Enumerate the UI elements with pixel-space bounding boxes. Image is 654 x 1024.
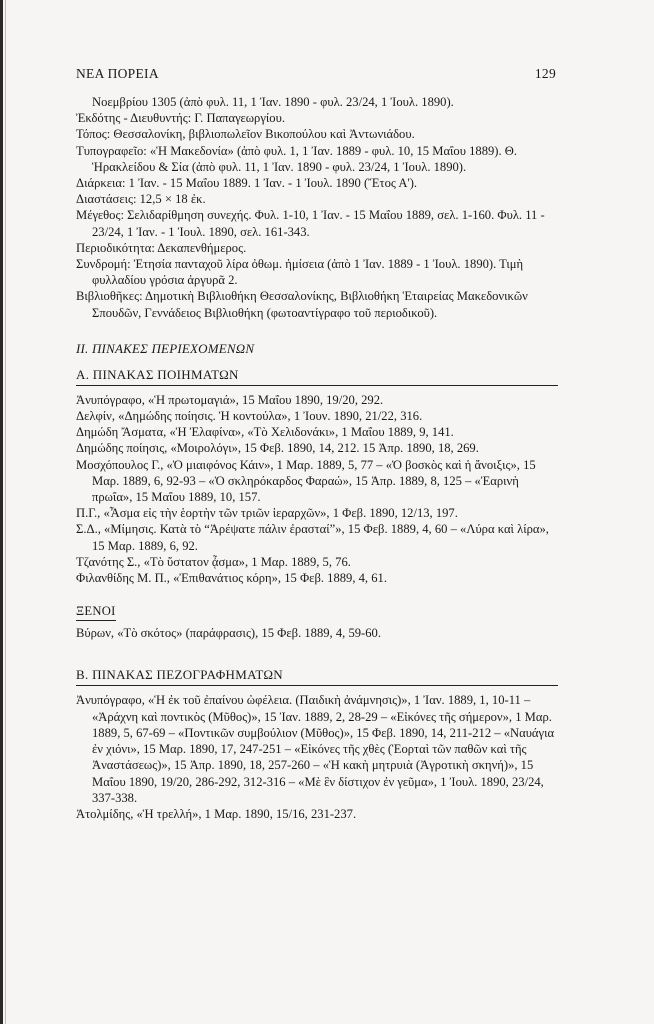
poem-entry: Δελφίν, «Δημώδης ποίησις. Ἡ κοντούλα», 1 Ἰουν. 1890, 21/22, 316. — [76, 409, 423, 424]
prose-entry: Ἀνυπόγραφο, «Ἡ ἐκ τοῦ ἐπαίνου ὠφέλεια. (Παιδικὴ ἀνάμνησις)», 1 Ἰαν. 1889, 1, 10-11 – «Ἀράχνη καὶ ποντικὸς (Μῦθος)», 15 Ἰαν. 1889, 2, 28-29 – «Εἰκόνες τῆς σήμερον», 1 Μαρ. 1889, 5, 67-69 – «Ποντικῶν συμβούλιον (Μῦθος)», 15 Φεβ. 1890, 14, 211-212 – «Ναυάγια ἐν χιόνι», 15 Μαρ. 1890, 17, 247-251 – «Εἰκόνες τῆς χθὲς (Ἑορταὶ τῶν παθῶν καὶ τῆς Ἀναστάσεως)», 15 Ἀπρ. 1890, 18, 257-260 – «Ἡ κακὴ μητρυιὰ (Ἀγροτικὴ σκηνή)», 15 Μαΐου 1890, 19/20, 286-292, 312-316 – «Μὲ ἓν δίστιχον ἐν γεῦμα», 1 Ἰουλ. 1890, 23/24, 337-338. — [76, 693, 555, 805]
foreign-entry: Βύρων, «Τὸ σκότος» (παράφρασις), 15 Φεβ. 1889, 4, 59-60. — [76, 626, 381, 641]
prose-entry: Ἀτολμίδης, «Ἡ τρελλή», 1 Μαρ. 1890, 15/16, 231-237. — [76, 806, 357, 821]
foreign-heading: ΞΕΝΟΙ — [76, 604, 116, 621]
info-line: Βιβλιοθῆκες: Δημοτικὴ Βιβλιοθήκη Θεσσαλονίκης, Βιβλιοθήκη Ἑταιρείας Μακεδονικῶν Σπουδῶν, Γεννάδειος Βιβλιοθήκη (φωτοαντίγραφο τοῦ περιοδικοῦ). — [76, 289, 528, 320]
poem-entry: Π.Γ., «Ἆσμα εἰς τὴν ἑορτὴν τῶν τριῶν ἱεραρχῶν», 1 Φεβ. 1890, 12/13, 197. — [76, 506, 458, 521]
book-spine-shadow — [5, 0, 6, 1024]
journal-title: ΝΕΑ ΠΟΡΕΙΑ — [76, 66, 159, 81]
poem-entry: Δημώδης ποίησις, «Μοιρολόγι», 15 Φεβ. 1890, 14, 212. 15 Ἀπρ. 1890, 18, 269. — [76, 441, 479, 456]
info-line: Νοεμβρίου 1305 (ἀπὸ φυλ. 11, 1 Ἰαν. 1890 - φυλ. 23/24, 1 Ἰουλ. 1890). — [92, 95, 454, 109]
info-line: Ἐκδότης - Διευθυντής: Γ. Παπαγεωργίου. — [76, 111, 285, 126]
info-line: Μέγεθος: Σελιδαρίθμηση συνεχής. Φυλ. 1-10, 1 Ἰαν. - 15 Μαΐου 1889, σελ. 1-160. Φυλ. 11 - 23/24, 1 Ἰαν. - 1 Ἰουλ. 1890, σελ. 161-343. — [76, 208, 545, 239]
info-line: Συνδρομή: Ἐτησία πανταχοῦ λίρα ὀθωμ. ἡμίσεια (ἀπὸ 1 Ἰαν. 1889 - 1 Ἰουλ. 1890). Τιμὴ φυλλαδίου γρόσια ἀργυρᾶ 2. — [76, 257, 524, 288]
page-header — [76, 66, 556, 82]
info-line: Διάρκεια: 1 Ἰαν. - 15 Μαΐου 1889. 1 Ἰαν. - 1 Ἰουλ. 1890 (Ἔτος Α'). — [76, 176, 418, 191]
poem-entry: Σ.Δ., «Μίμησις. Κατὰ τὸ “Ἀρέψατε πάλιν ἐρασταί”», 15 Φεβ. 1889, 4, 60 – «Λύρα καὶ λίρα», 15 Μαρ. 1889, 6, 92. — [76, 522, 549, 553]
book-spine — [0, 0, 3, 1024]
info-line: Διαστάσεις: 12,5 × 18 ἐκ. — [76, 192, 206, 207]
prose-heading: Β. ΠΙΝΑΚΑΣ ΠΕΖΟΓΡΑΦΗΜΑΤΩΝ — [76, 667, 558, 686]
info-line: Τυπογραφεῖο: «Ἡ Μακεδονία» (ἀπὸ φυλ. 1, 1 Ἰαν. 1889 - φυλ. 10, 15 Μαΐου 1889). Θ. Ἡρακλείδου & Σία (ἀπὸ φυλ. 11, 1 Ἰαν. 1890 - φυλ. 23/24, 1 Ἰουλ. 1890). — [76, 143, 518, 174]
poem-entry: Μοσχόπουλος Γ., «Ὁ μιαιφόνος Κάιν», 1 Μαρ. 1889, 5, 77 – «Ὁ βοσκὸς καὶ ἡ ἄνοιξις», 15 Μαρ. 1889, 6, 92-93 – «Ὁ σκληρόκαρδος Φαραώ», 15 Ἀπρ. 1889, 8, 125 – «Ἐαρινὴ πρωΐα», 15 Μαΐου 1889, 10, 157. — [76, 457, 536, 505]
poem-entry: Ἀνυπόγραφο, «Ἡ πρωτομαγιά», 15 Μαΐου 1890, 19/20, 292. — [76, 392, 384, 407]
info-line: Τόπος: Θεσσαλονίκη, βιβλιοπωλεῖον Βικοπούλου καὶ Ἀντωνιάδου. — [76, 127, 415, 142]
poems-heading: Α. ΠΙΝΑΚΑΣ ΠΟΙΗΜΑΤΩΝ — [76, 367, 558, 386]
page-body — [76, 94, 558, 822]
page-number: 129 — [534, 66, 556, 81]
section-title: II. ΠΙΝΑΚΕΣ ΠΕΡΙΕΧΟΜΕΝΩΝ — [76, 340, 255, 356]
poem-entry: Φιλανθίδης Μ. Π., «Ἐπιθανάτιος κόρη», 15 Φεβ. 1889, 4, 61. — [76, 571, 387, 586]
poem-entry: Τζανότης Σ., «Τὸ ὕστατον ᾆσμα», 1 Μαρ. 1889, 5, 76. — [76, 554, 351, 569]
poem-entry: Δημώδη Ἄσματα, «Ἡ Ἐλαφίνα», «Τὸ Χελιδονάκι», 1 Μαΐου 1889, 9, 141. — [76, 425, 454, 440]
info-line: Περιοδικότητα: Δεκαπενθήμερος. — [76, 240, 247, 255]
